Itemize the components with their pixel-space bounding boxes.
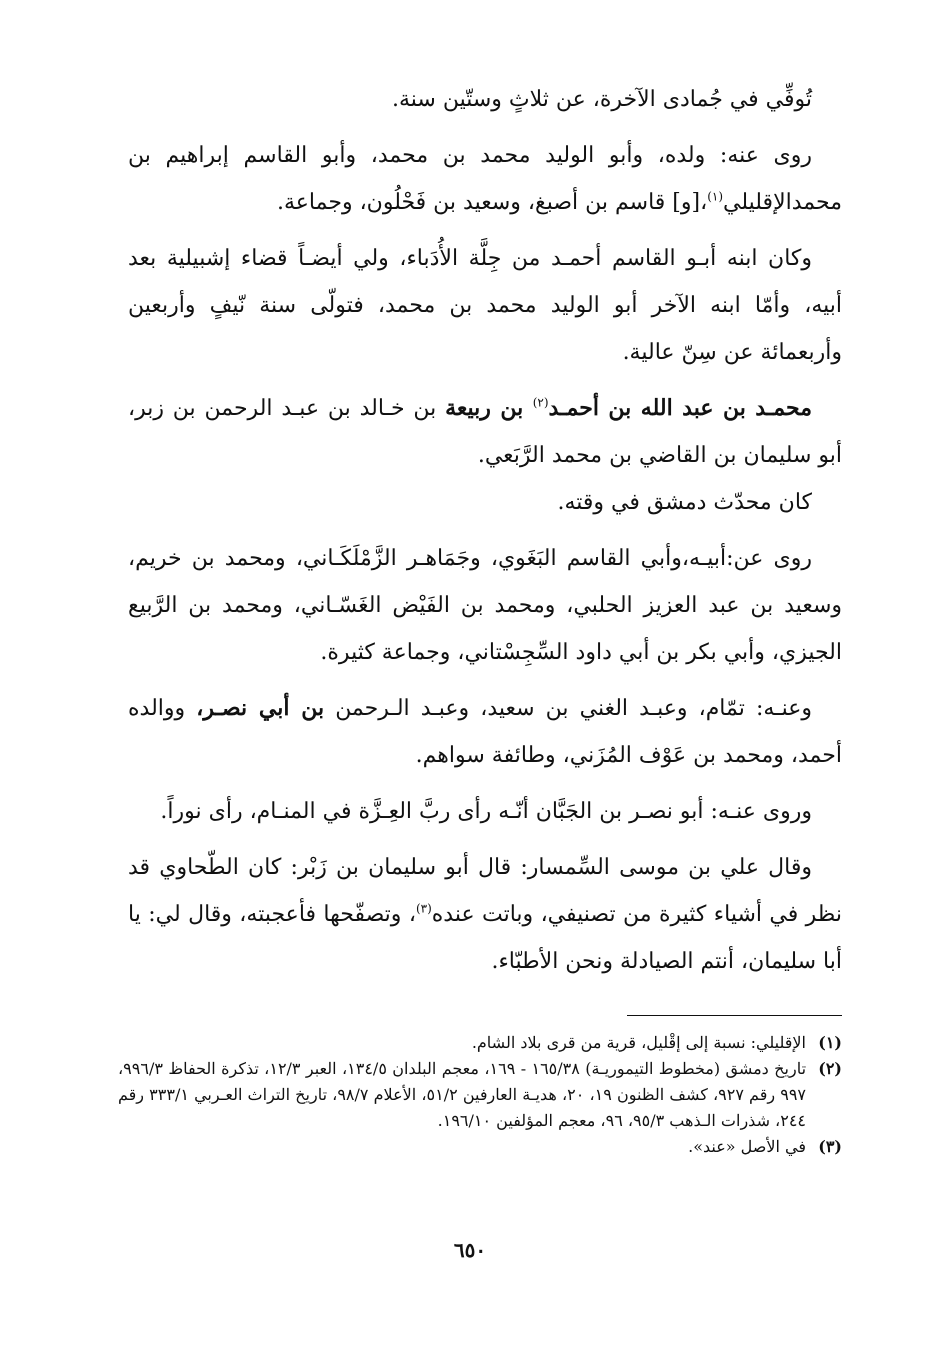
paragraph-text-continued: ووالده أحمد، ومحمد بن عَوْف المُزَني، وطائفة سواهم. — [128, 696, 842, 768]
footnote-text: تاريخ دمشق (مخطوط التيموريـة) ١٦٥/٣٨ - ١٦٩، معجم البلدان ١٣٤/٥، العبر ١٢/٣، تذكرة الحفاظ ٩٩٦/٣، ٩٩٧ رقم ٩٢٧، كشف الظنون ١٩، ٢٠، هديـة العارفين ٥١/٢، الأعلام ٩٨/٧، تاريخ التراث العـربي ٣٣٣/١ رقم ٢٤٤، شذرات الـذهب ٩٥/٣، ٩٦، معجم المؤلفين ١٩٦/١٠. — [118, 1059, 807, 1130]
paragraph-text: كان محدّث دمشق في وقته. — [557, 490, 812, 515]
footnote-reference: (١) — [707, 189, 724, 204]
main-text — [128, 76, 842, 994]
paragraph-tahawi-quote — [128, 844, 842, 985]
footnote-number: (١) — [818, 1033, 842, 1052]
paragraph-text-continued: ، وتصفّحها فأعجبته، وقال لي: يا أبا سليمان، أنتم الصيادلة ونحن الأطبّاء. — [128, 902, 842, 974]
paragraph-teachers — [128, 535, 842, 676]
footnote-number: (٢) — [818, 1059, 842, 1078]
paragraph-text: وعنـه: تمّام، وعبـد الغني بن سعيد، وعبـد الـرحمن — [324, 696, 812, 721]
paragraph-text-continued: ،[و] قاسم بن أصبغ، وسعيد بن فَحْلُون، وجماعة. — [277, 190, 708, 215]
paragraph-text: وكان ابنه أبـو القاسم أحمـد من جِلَّة الأُدَباء، ولي أيضـاً قضاء إشبيلية بعد أبيه، وأمّا ابنه الآخر أبو الوليد محمد بن محمد، فتولّى سنة نّيفٍ وأربعين وأربعمائة عن سِنّ عالية. — [128, 246, 842, 365]
footnote-item — [118, 1030, 842, 1056]
footnote-divider — [627, 1015, 842, 1016]
paragraph-text: وقال علي بن موسى السِّمسار: قال أبو سليمان بن زَبْر: كان الطّحاوي قد نظر في أشياء كثيرة من تصنيفي، وباتت عنده — [128, 855, 842, 927]
entry-name: محمـد بن عبد الله بن أحمـد — [548, 395, 812, 421]
paragraph-text: روى عنه: ولده، وأبو الوليد محمد بن محمد، وأبو القاسم إبراهيم بن محمدالإقليلي — [128, 143, 842, 215]
paragraph-bold-name: بن أبي نصـر، — [196, 695, 325, 721]
page-number: ٦٥٠ — [453, 1238, 487, 1262]
footnote-reference: (٣) — [415, 901, 432, 916]
paragraph-death-date — [128, 76, 842, 123]
footnote-number: (٣) — [818, 1137, 842, 1156]
footnote-item — [118, 1134, 842, 1160]
footnotes — [118, 1030, 842, 1160]
footnote-reference: (٢) — [532, 395, 549, 410]
footnote-text: في الأصل «عند». — [688, 1137, 806, 1156]
paragraph-text: تُوفِّي في جُمادى الآخرة، عن ثلاثٍ وستّين سنة. — [392, 87, 812, 112]
paragraph-students — [128, 685, 842, 779]
paragraph-text: روى عن:أبيـه،وأبي القاسم البَغَوي، وجَمَاهـر الزَّمْلَكَـاني، ومحمد بن خريم، وسعيد بن عبد العزيز الحلبي، ومحمد بن الفَيْض الغَسّـاني، ومحمد بن الرَّبيع الجيزي، وأبي بكر بن أبي داود السِّجِسْتاني، وجماعة كثيرة. — [128, 546, 842, 665]
paragraph-text: وروى عنـه: أبو نصـر بن الجَبَّان أنّـه رأى ربَّ العِـزَّة في المنـام، رأى نوراً. — [160, 799, 812, 824]
entry-name-continued: بن ربيعة — [445, 395, 533, 421]
paragraph-narrators — [128, 132, 842, 226]
paragraph-son-biography — [128, 235, 842, 376]
footnote-item — [118, 1056, 842, 1134]
paragraph-muhaddith — [128, 479, 842, 526]
paragraph-dream — [128, 788, 842, 835]
entry-lineage: بن خـالد بن عبـد الرحمن بن زبر، أبو سليمان بن القاضي بن محمد الرَّبَعي. — [128, 396, 842, 468]
footnote-text: الإقليلي: نسبة إلى إقْليل، قرية من قرى بلاد الشام. — [471, 1033, 806, 1052]
paragraph-entry-heading — [128, 385, 842, 479]
